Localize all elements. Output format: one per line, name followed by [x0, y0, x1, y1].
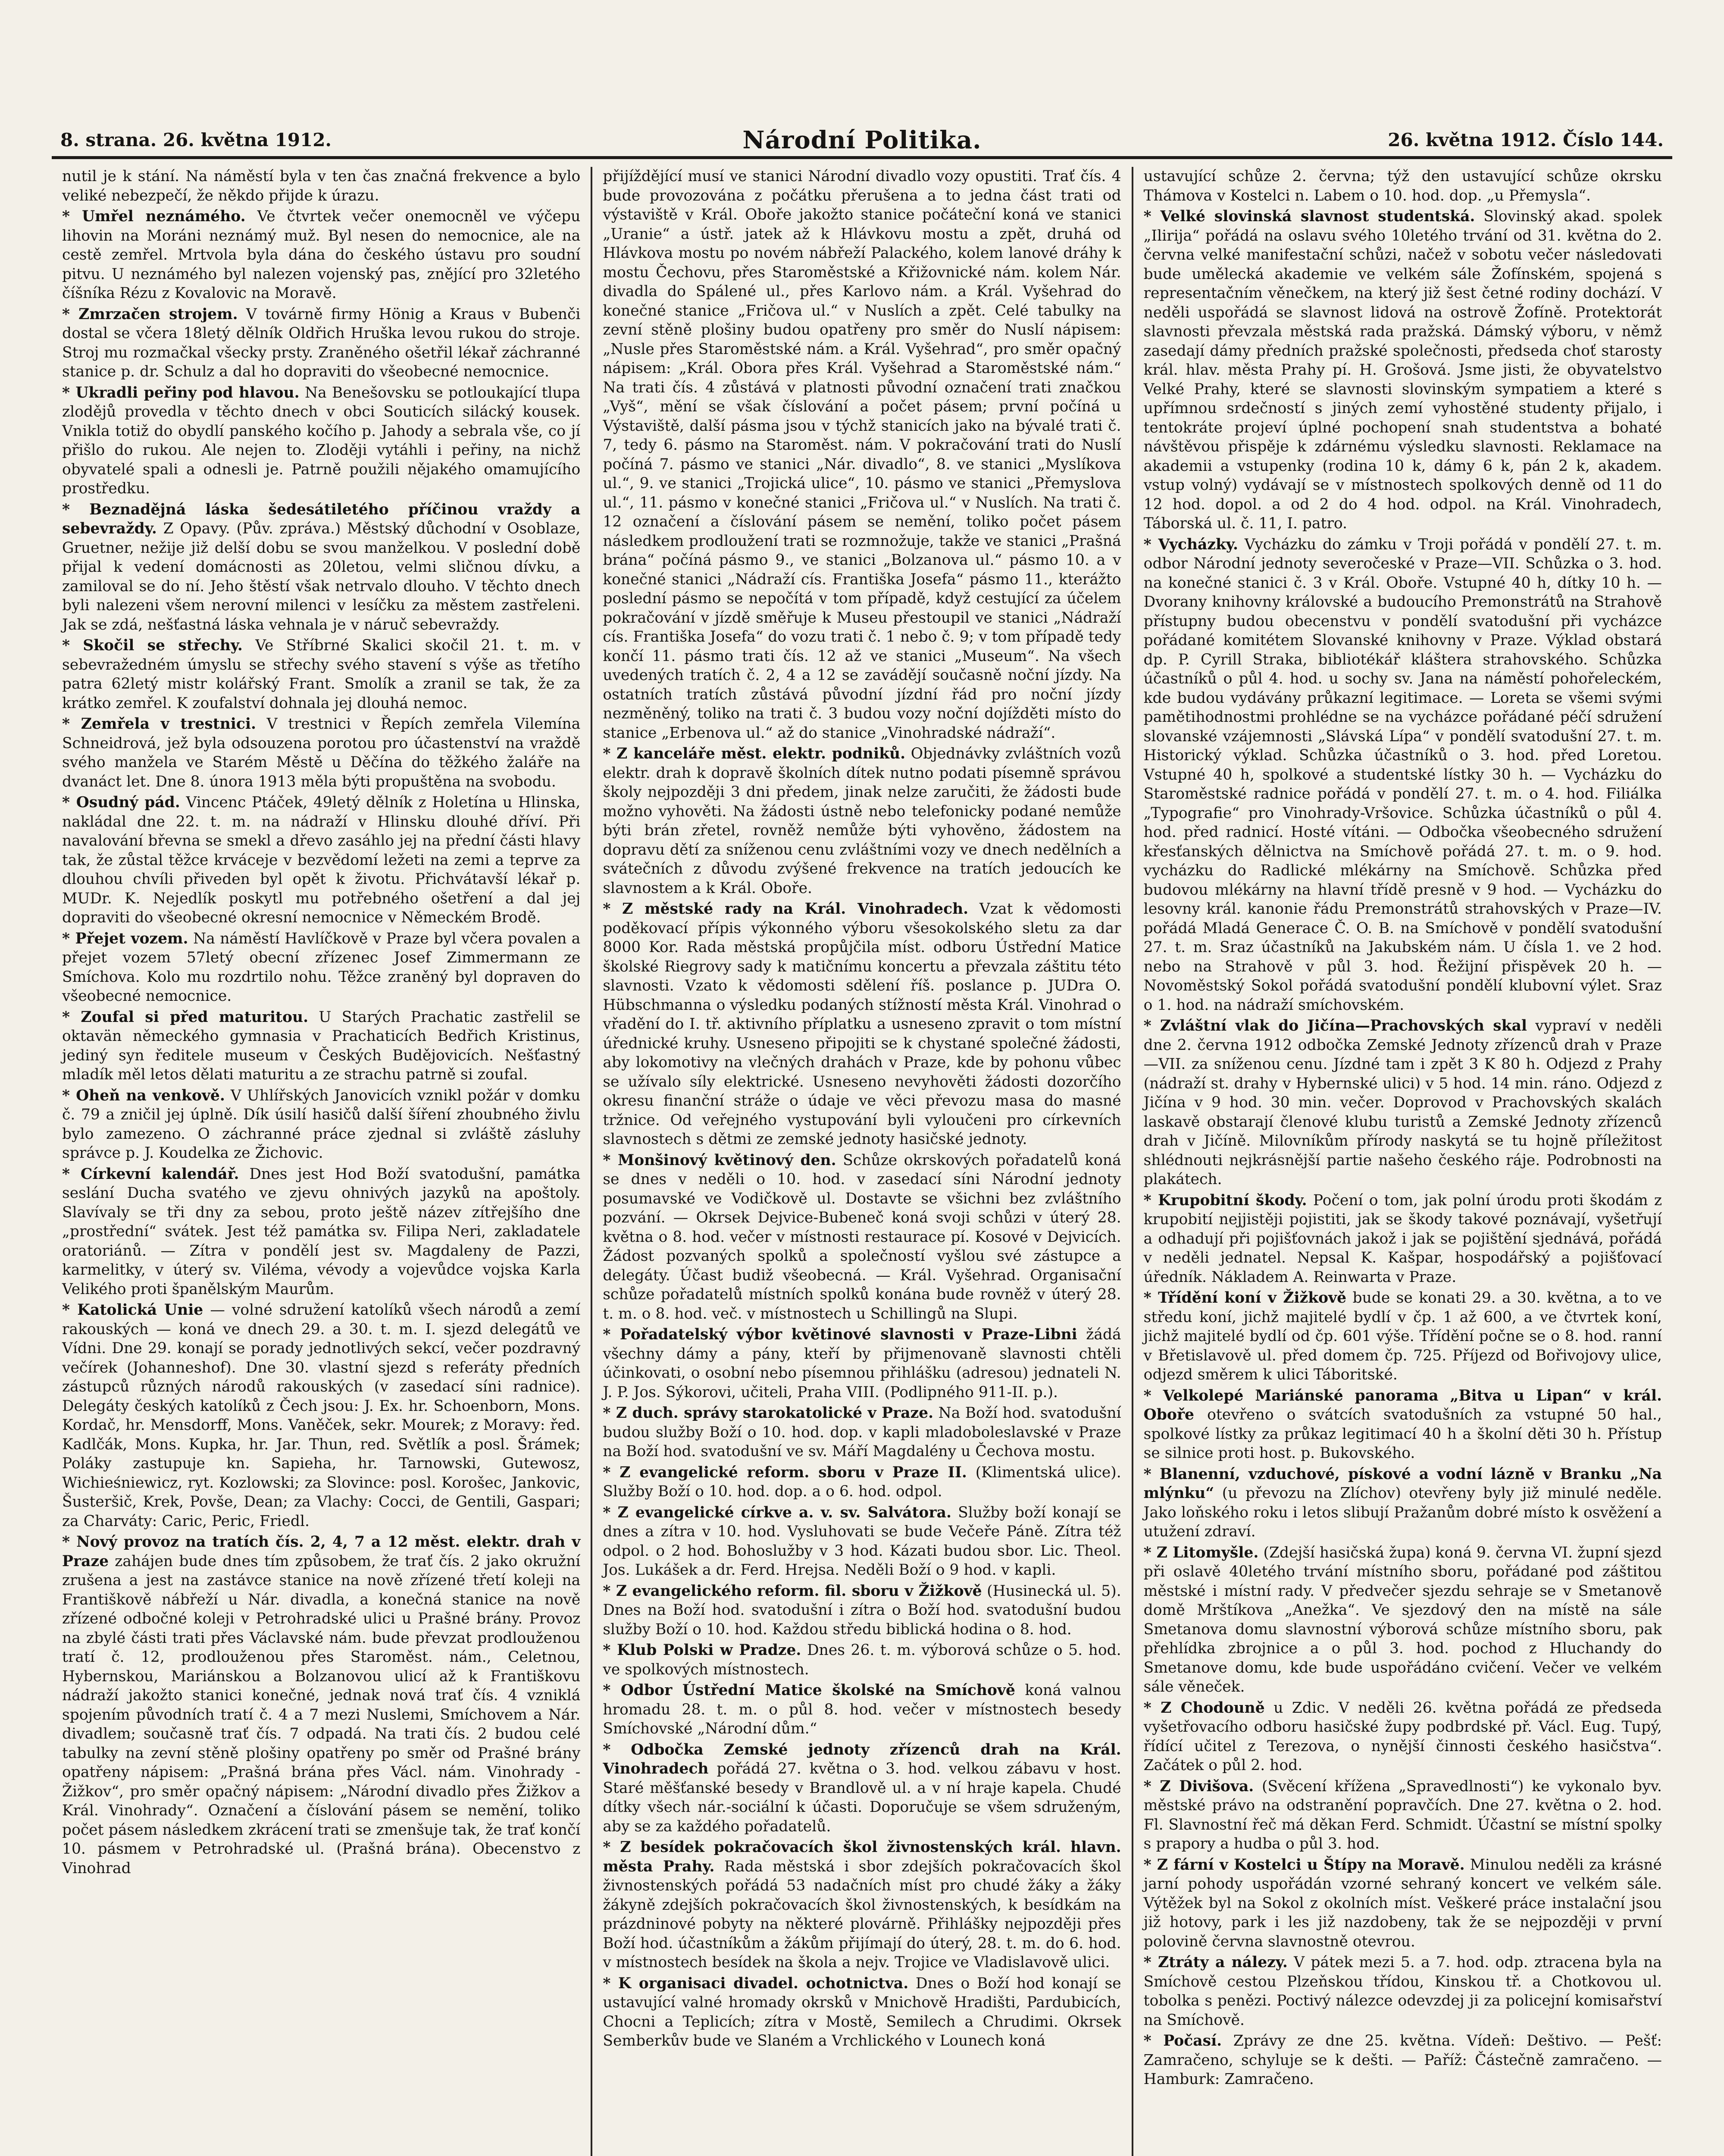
news-item-heading: * Z městské rady na Král. Vinohradech. [603, 900, 969, 918]
news-item [1144, 1016, 1662, 1189]
news-item [1144, 1698, 1662, 1775]
news-item-text: (Klimentská ulice). Služby Boží o 10. hod. dop. a o 6. hod. odpol. [603, 1463, 1121, 1500]
news-item-text: (Svěcení křížena „Spravedlnosti“) ke vykonalo byv. městské právo na odstranění popravčích. Dne 27. května o 2. hod. Fl. Slavnostní řeč má děkan Ferd. Schmidt. Účastní se místní spolky s prapory a hudba o půl 3. hod. [1143, 1777, 1662, 1852]
news-item-text: u Zdic. V neděli 26. května pořádá ze předseda vyšetřovacího odboru hasičské župy podbrdské př. Václ. Eug. Tupý, řídící učitel z Terezova, o nynější činnosti českého hasičstva“. Začátek o půl 2. hod. [1143, 1699, 1662, 1774]
running-head [52, 126, 1672, 159]
news-item-text: V továrně firmy Hönig a Kraus v Bubenči dostal se včera 18letý dělník Oldřich Hruška levou rukou do stroje. Stroj mu rozmačkal všecky prsty. Zraněného ošetřil lékař záchranné stanice p. dr. Schulz a dal ho dopraviti do všeobecné nemocnice. [62, 305, 581, 380]
news-item [62, 207, 580, 303]
news-item [62, 1300, 580, 1531]
news-item-heading: * Monšinový květinový den. [603, 1151, 836, 1169]
news-item-heading: * Zvláštní vlak do Jičína—Prachovských skal [1143, 1017, 1527, 1034]
news-item [62, 793, 580, 928]
news-item [603, 1151, 1121, 1324]
news-item-heading: * Blanenní, vzduchové, pískové a vodní lázně v Branku „Na mlýnku“ [1143, 1465, 1662, 1502]
news-item-heading: * Ztráty a nálezy. [1143, 1954, 1288, 1971]
news-item [603, 744, 1121, 898]
news-item [1144, 535, 1662, 1015]
news-item-heading: * Umřel neznámého. [62, 208, 246, 225]
news-item-text: vypraví v neděli dne 2. června 1912 odbočka Zemské Jednoty zřízenců drah v Praze—VII. za sníženou cenu. Jízdné tam i zpět 3 K 80 h. Odjezd z Prahy (nádraží st. drahy v Hybernské ulici) v 5 hod. 14 min. ráno. Odjezd z Jičína v 9 hod. 30 min. večer. Doprovod v Prachovských skalách laskavě obstarají členové klubu turistů a Zemské Jednoty zřízenců drah v Jičíně. Milovníkům přírody naskytá se tu hojně příležitost shlédnouti nejkrásnější partie našeho českého ráje. Podrobnosti na plakátech. [1143, 1017, 1662, 1188]
news-item-heading: * Z kanceláře měst. elektr. podniků. [603, 745, 906, 762]
news-item-text: U Starých Prachatic zastřelil se oktavän německého gymnasia v Prachaticích Bedřich Kristinus, jediný syn ředitele museum v Českých Budějovicích. Nešťastný mladík měl letos dělati maturitu a ze strachu patrně si zoufal. [62, 1008, 581, 1083]
news-item-heading: * Počasí. [1143, 2032, 1222, 2049]
news-item [603, 899, 1121, 1149]
news-item [62, 305, 580, 382]
news-item [603, 1582, 1121, 1639]
news-item [603, 1974, 1121, 2051]
news-item [1144, 1543, 1662, 1697]
news-item-text: koná valnou hromadu 28. t. m. o půl 8. hod. večer v místnostech besedy Smíchovské „Národní dům.“ [603, 1682, 1121, 1737]
news-item-heading: * Zoufal si před maturitou. [62, 1008, 309, 1026]
news-item-heading: * Z besídek pokračovacích škol živnostenských král. hlavn. města Prahy. [603, 1839, 1121, 1875]
news-item [62, 383, 580, 498]
news-item-heading: * Katolická Unie [62, 1301, 203, 1319]
news-item-text: Zprávy ze dne 25. května. Vídeň: Deštivo. — Pešť: Zamračeno, schyluje se k dešti. — Paříž: Částečně zamračeno. — Hamburk: Zamračeno. [1143, 2032, 1662, 2088]
news-item [603, 1838, 1121, 1972]
news-item [1144, 207, 1662, 533]
news-item-heading: * Oheň na venkově. [62, 1087, 225, 1104]
news-item-heading: * K organisaci divadel. ochotnictva. [603, 1974, 909, 1992]
news-item-heading: * Z evangelického reform. fil. sboru v Žižkově [603, 1582, 982, 1600]
news-item-heading: * Z fární v Kostelci u Štípy na Moravě. [1143, 1856, 1465, 1874]
page-number-date: 8. strana. 26. května 1912. [60, 129, 332, 150]
article-columns [52, 167, 1672, 2156]
news-item [62, 1532, 580, 1878]
news-item-text: Na náměstí Havlíčkově v Praze byl včera povalen a přejet vozem 57letý obecní zřízenec Josef Zimmermann ze Smíchova. Kolo mu rozdrtilo nohu. Těžce zraněný byl dopraven do všeobecné nemocnice. [62, 930, 581, 1005]
issue-date-number: 26. května 1912. Číslo 144. [1388, 129, 1664, 150]
news-item-text: Vincenc Ptáček, 49letý dělník z Holetína u Hlinska, nakládal dne 22. t. m. na nádraží v Hlinsku dlouhé dříví. Při navalování břevna se smekl a dřevo zasáhlo jej na přední části hlavy tak, že zůstal těžce krváceje v bezvědomí ležeti na zemi a teprve za dlouhou chvíli přiveden byl opět k životu. Přichvátavší lékař p. MUDr. K. Nejedlík poskytl mu potřebného ošetření a dal jej dopraviti do všeobecné okresní nemocnice v Německém Brodě. [62, 794, 581, 926]
news-item-heading: * Krupobitní škody. [1143, 1191, 1307, 1209]
news-item [62, 1086, 580, 1163]
news-item-heading: * Z Litomyšle. [1143, 1544, 1259, 1561]
news-item [1144, 1953, 1662, 2030]
news-item-heading: * Z evangelické církve a. v. sv. Salvátora. [603, 1504, 951, 1521]
news-item-heading: * Třídění koní v Žižkově [1143, 1289, 1347, 1307]
column-3 [1132, 167, 1672, 2156]
news-item-text: Počení o tom, jak polní úrodu proti škodám z krupobití nejjistěji pojistiti, jak se škody takové poznávají, vyšetřují a odhadují při pojišťovnách jakož i jak se pojištění sjednává, pořádá v neděli jednatel. Nepsal K. Kašpar, hospodářský a pojišťovací úředník. Nákladem A. Reinwarta v Praze. [1143, 1191, 1662, 1286]
news-item [62, 714, 580, 791]
news-item-heading: * Ukradli peřiny pod hlavou. [62, 384, 300, 401]
news-item-heading: * Beznadějná láska šedesátiletého příčinou vraždy a sebevraždy. [62, 501, 581, 537]
news-item-heading: * Velkolepé Mariánské panorama „Bitva u Lipan“ v král. Oboře [1143, 1387, 1662, 1423]
news-item-heading: * Zemřela v trestnici. [62, 715, 257, 733]
newspaper-masthead: Národní Politika. [742, 126, 982, 154]
news-item-heading: * Velké slovinská slavnost studentská. [1143, 208, 1475, 225]
news-item-heading: * Odbočka Zemské jednoty zřízenců drah na Král. Vinohradech [603, 1741, 1121, 1777]
news-item [62, 167, 580, 205]
news-item-heading: * Skočil se střechy. [62, 637, 243, 654]
news-item [1144, 1288, 1662, 1385]
news-item-heading: * Z duch. správy starokatolické v Praze. [603, 1404, 934, 1422]
news-item-text: Slovinský akad. spolek „Ilirija“ pořádá na oslavu svého 10letého trvání od 31. května do 2. června velké manifestační schůzi, načež v sobotu večer následovati bude umělecká akademie ve velkém sále Žofínském, spojená s representačním věnečkem, na který již šest četné rodiny dochází. V neděli uspořádá se slavnost lidová na ostrově Žofíně. Protektorát slavnosti převzala městská rada pražská. Dámský výboru, v němž zasedají dámy předních pražské společnosti, předseda choť starosty král. hlav. města Prahy pí. H. Grošová. Jsme jisti, že obyvatelstvo Velké Prahy, které se slavnosti slovinským sympatiem a které s upřímnou srdečností s jiných zemí vyhostěné studenty přijalo, i tentokráte projeví úplné pochopení snah studentstva a bohaté návštěvou přispěje k zdárnému výsledku slavnosti. Reklamace na akademii a vstupenky (rodina 10 k, dámy 6 k, pán 2 k, akadem. vstup volný) vydávají se v místnostech spolkových denně od 11 do 12 hod. dopol. a od 2 do 4 hod. odpol. na Král. Vinohradech, Táborská ul. č. 11, I. patro. [1143, 208, 1662, 532]
news-item-text: ustavující schůze 2. června; týž den ustavující schůze okrsku Thámova v Kostelci n. Labem o 10. hod. dop. „u Přemysla“. [1143, 168, 1662, 204]
news-item-text: Služby boží konají se dnes a zítra v 10. hod. Vysluhovati se bude Večeře Páně. Zítra též odpol. o 2 hod. Bohoslužby v 3 hod. Kázati budou sbor. Lic. Theol. Jos. Lukášek a dr. Ferd. Hrejsa. Neděli Boží o 9 hod. v kapli. [603, 1504, 1121, 1579]
news-item [62, 1008, 580, 1084]
news-item [1144, 1465, 1662, 1542]
news-item [62, 500, 580, 635]
column-2 [591, 167, 1131, 2156]
news-item [1144, 1386, 1662, 1463]
news-item-text: V pátek mezi 5. a 7. hod. odp. ztracena byla na Smíchově cestou Plzeňskou třídou, Kinskou tř. a Chotkovou ul. tobolka s penězi. Poctivý nálezce odevzdej ji za policejní komisařství na Smíchově. [1143, 1954, 1662, 2029]
news-item-heading: * Osudný pád. [62, 794, 180, 811]
news-item-text: nutil je k stání. Na náměstí byla v ten čas značná frekvence a bylo veliké nebezpečí, že někdo přijde k úrazu. [62, 168, 581, 204]
news-item [603, 1404, 1121, 1461]
news-item-heading: * Vycházky. [1143, 536, 1238, 553]
news-item-text: přijíždějící musí ve stanici Národní divadlo vozy opustiti. Trať čís. 4 bude provozována z počátku přerušena a to jedna část trati od výstaviště v Král. Oboře jakožto stanice počáteční koná ve stanici „Uranie“ a ústř. jatek až k Hlávkovu mostu a zpět, druhá od Hlávkova mostu po novém nábřeží Palackého, kolem lanové dráhy k mostu Čechovu, přes Staroměstské a Křižovnické nám. kolem Nár. divadla do Spálené ul., přes Karlovo nám. a Král. Vyšehrad do konečné stanice „Fričova ul.“ v Nuslích a zpět. Celé tabulky na zevní stěně plošiny budou opatřeny pro směr do Nuslí nápisem: „Nusle přes Staroměstské nám. a Král. Vyšehrad“, pro směr opačný nápisem: „Král. Obora přes Král. Vyšehrad a Staroměstské nám.“ Na trati čís. 4 zůstává v platnosti původní označení trati značkou „Vyš“, mění se však číslování a počet pásem; první počíná u Výstaviště, další pásma jsou v týchž stanicích jako na bývalé trati č. 7, tedy 6. pásmo na Staroměst. nám. V pokračování trati do Nuslí počíná 7. pásmo ve stanici „Nár. divadlo“, 8. ve stanici „Myslíkova ul.“, 9. ve stanici „Trojická ulice“, 10. pásmo ve stanici „Přemyslova ul.“, 11. pásmo v konečné stanici „Fričova ul.“ v Nuslích. Na trati č. 12 označení a číslování pásem se nemění, toliko počet pásem následkem prodloužení trati se rozmnožuje, takže ve stanici „Prašná brána“ počíná pásmo 9., ve stanici „Bolzanova ul.“ pásmo 10. a v konečné stanici „Nádraží cís. Františka Josefa“ pásmo 11., kterážto poslední pásmo se nepočítá v tom případě, když cestující za účelem pokračování v jízdě směřuje k Museu přestoupil ve stanici „Nádraží cís. Františka Josefa“ do vozu trati č. 1 nebo č. 9; v tom případě tedy končí 11. pásmo trati čís. 12 až ve stanici „Museum“. Na všech uvedených tratích č. 2, 4 a 12 se zavádějí současně noční jízdy. Na ostatních tratích zůstává původní jízdní řád pro noční jízdy nezměněný, toliko na trati č. 3 budou vozy noční dojížděti místo do stanice „Erbenova ul.“ až do stanice „Vinohradské nádraží“. [603, 168, 1121, 742]
column-1 [52, 167, 591, 2156]
news-item-heading: * Pořadatelský výbor květinové slavnosti v Praze-Libni [603, 1326, 1077, 1343]
news-item-text: žádá všechny dámy a pány, kteří by přijmenovaně slavnosti chtěli účinkovati, o osobní nebo písemnou přihlášku (adresou) jednateli N. J. P. Jos. Sýkorovi, učiteli, Praha VIII. (Podlipného 911-II. p.). [603, 1326, 1121, 1401]
news-item [603, 1740, 1121, 1836]
news-item-text: Dnes 26. t. m. výborová schůze o 5. hod. ve spolkových místnostech. [603, 1642, 1121, 1678]
news-item [1144, 167, 1662, 205]
news-item-text: Minulou neděli za krásné jarní pohody uspořádán vzorné sehraný koncert ve velkém sále. Výtěžek byl na Sokol z okolních míst. Veškeré práce instalační jsou již hotovy, park i les již nazdobeny, tak že se nejpozději v první polovině června slavnostně otevrou. [1143, 1856, 1662, 1950]
news-item [603, 1641, 1121, 1679]
news-item [1144, 1191, 1662, 1287]
news-item [603, 167, 1121, 743]
news-item [62, 929, 580, 1006]
news-item [62, 636, 580, 713]
news-item-text: Vzat k vědomosti poděkovací přípis výkonného výboru všesokolského sletu za dar 8000 Kor. Rada městská propůjčila míst. odboru Ústřední Matice školské Riegrovy sady k matičnímu koncertu a převzala záštitu této slavnosti. Vzato k vědomosti sdělení říš. poslance p. JUDra O. Hübschmanna o výsledku podaných stížností města Král. Vinohrad o vřadění do I. tř. aktivního příplatku a usneseno zpravit o tom místní úřednické kruhy. Usneseno připojiti se k chystané společné žádosti, aby lokomotivy na vlečných drahách v Praze, kde by pohonu vůbec se užívalo síly elektrické. Usneseno nevyhověti žádosti dozorčího okresu finanční stráže o údaje ve věci převozu masa do masné tržnice. Od veřejného vystupování byli vyloučeni pro církevních slavnostech s dětmi ze zemské jednoty hasičské jednoty. [603, 900, 1121, 1148]
news-item [1144, 1777, 1662, 1854]
news-item [603, 1325, 1121, 1402]
news-item-text: bude se konati 29. a 30. května, a to ve středu koní, jichž majitelé bydlí v čp. 1 až 600, a ve čtvrtek koní, jichž majitelé bydlí od čp. 601 výše. Třídění počne se o 8. hod. ranní v Břetislavově ul. před domem čp. 725. Příjezd od Bořivojovy ulice, odjezd směrem k ulici Táboritské. [1143, 1289, 1662, 1383]
news-item-heading: * Z Divišova. [1143, 1777, 1254, 1795]
news-item-heading: * Církevní kalendář. [62, 1165, 239, 1183]
news-item-heading: * Z evangelické reform. sboru v Praze II. [603, 1463, 967, 1481]
news-item-text: Dnes jest Hod Boží svatodušní, památka seslání Ducha svatého ve zjevu ohnivých jazyků na apoštoly. Slavívaly se tři dny za sebou, proto ještě název zítřejšího dne „prostřední“ svátek. Jest též památka sv. Filipa Neri, zakladatele oratoriánů. — Zítra v pondělí jest sv. Magdaleny de Pazzi, karmelitky, v úterý sv. Viléma, vévody a vojevůdce vojska Karla Velikého proti španělským Maurům. [62, 1165, 581, 1298]
news-item-heading: * Nový provoz na tratích čís. 2, 4, 7 a 12 měst. elektr. drah v Praze [62, 1533, 581, 1570]
news-item-text: V Uhlířských Janovicích vznikl požár v domku č. 79 a zničil jej úplně. Dík úsilí hasičů další šíření zhoubného živlu bylo zamezeno. O záchranné práce zjednal si zvláště zásluhy správce p. J. Koudelka ze Žichovic. [62, 1087, 581, 1162]
news-item [603, 1503, 1121, 1580]
news-item [603, 1681, 1121, 1739]
news-item-text: Schůze okrskových pořadatelů koná se dnes v neděli o 10. hod. v zasedací síni Národní jednoty posumavské ve Vodičkově ul. Dostavte se všichni bez zvláštního pozvání. — Okrsek Dejvice-Bubeneč koná svoji schůzi v úterý 28. května o 8. hod. večer v místnosti restaurace pí. Kosové v Dejvicích. Žádost pozvaných spolků a společností vyšlou své zástupce a delegáty. Účast budiž všeobecná. — Král. Vyšehrad. Organisační schůze pořadatelů místních spolků konána bude rovněž v úterý 28. t. m. o 8. hod. več. v místnostech u Schillingů na Slupi. [603, 1151, 1121, 1322]
news-item-heading: * Zmrzačen strojem. [62, 305, 238, 323]
news-item-text: Na Benešovsku se potloukající tlupa zlodějů provedla v těchto dnech v obci Souticích silácký kousek. Vnikla totiž do obydlí panského kočího p. Jahody a sebrala vše, co jí přišlo do rukou. Ale nejen to. Zloději vytáhli i peřiny, na nichž obyvatelé spali a odnesli je. Patrně použili nějakého omamujícího prostředku. [62, 384, 581, 497]
news-item-text: zahájen bude dnes tím způsobem, že trať čís. 2 jako okružní zrušena a jest na zastávce stanice na nově zřízené třetí koleji na Františkově nábřeží u Nár. divadla, a konečná stanice na nově zřízené odbočné koleji v Petrohradské ulici u Prašné brány. Provoz na zbylé části trati přes Václavské nám. bude převzat prodlouženou tratí č. 12, prodlouženou přes Staroměst. nám., Celetnou, Hybernskou, Mariánskou a Bolzanovou ulicí až k Františkovu nádraží jakožto stanici konečné, jednak nová trať čís. 4 vzniklá spojením původních tratí č. 4 a 7 mezi Nuslemi, Smíchovem a Nár. divadlem; současně trať čís. 7 odpadá. Na trati čís. 2 budou celé tabulky na zevní stěně plošiny opatřeny po směr od Prašné brány opatřeny nápisem: „Prašná brána přes Václ. nám. Vinohrady - Žižkov“, pro směr opačný nápisem: „Národní divadlo přes Žižkov a Král. Vinohrady“. Označení a číslování pásem se nemění, toliko počet pásem následkem zkrácení trati se zmenšuje tak, že trať končí 10. pásmem v Petrohradské ul. (Prašná brána). Obecenstvo z Vinohrad [62, 1552, 581, 1877]
news-item-heading: * Přejet vozem. [62, 930, 188, 947]
news-item-text: Ve čtvrtek večer onemocněl ve výčepu lihovin na Moráni neznámý muž. Byl nesen do nemocnice, ale na cestě zemřel. Mrtvola byla dána do českého ústavu pro soudní pitvu. U neznámého byl nalezen vojenský pas, znějící pro 32letého číšníka Rézu z Kovalovic na Moravě. [62, 208, 581, 302]
news-item-text: Z Opavy. (Pův. zpráva.) Městský důchodní v Osoblaze, Gruetner, nežije již delší dobu se svou manželkou. V poslední době přijal k vedení domácnosti as 20letou, velmi sličnou dívku, a zamiloval se do ní. Jeho štěstí však netrvalo dlouho. V těchto dnech byli nalezeni všem nerovní milenci v lesíčku za městem zastřeleni. Jak se zdá, nešťastná láska vehnala je v náruč sebevraždy. [62, 520, 581, 633]
news-item [62, 1165, 580, 1299]
news-item-text: pořádá 27. května o 3. hod. velkou zábavu v host. Staré měšťanské besedy v Brandlově ul. a v ní hraje kapela. Chudé dítky všech nár.-sociální k účasti. Doporučuje se všem sdruženým, aby se za každého pořadatelů. [603, 1760, 1121, 1835]
news-item [603, 1463, 1121, 1501]
news-item-text: Rada městská i sbor zdejších pokračovacích škol živnostenských pořádá 53 nadačních míst pro chudé žáky a žáky žákyně zdejších pokračovacích škol živnostenských, k besídkám na prázdninové pobyty na některé plovárně. Přihlášky nejpozději přes Boží hod. účastníkům a žákům přijímají do úterý, 28. t. m. do 6. hod. v místnostech besídek na škola a nejv. Trojice ve Vladislavově ulici. [603, 1858, 1121, 1971]
news-item-text: Ve Stříbrné Skalici skočil 21. t. m. v sebevražedném úmyslu se střechy svého stavení s výše as třetího patra 62letý mistr kolářský Frant. Smolík a zranil se tak, že za krátko zemřel. K zoufalství dohnala jej dlouhá nemoc. [62, 637, 581, 712]
news-item-text: — volné sdružení katolíků všech národů a zemí rakouských — koná ve dnech 29. a 30. t. m. I. sjezd delegátů ve Vídni. Dne 29. konají se porady jednotlivých sekcí, večer pozdravný večírek (Johanneshof). Dne 30. vlastní sjezd s referáty předních zástupců různých národů rakouských (v zasedací síni radnice). Delegáty českých katolíků z Čech jsou: J. Ex. hr. Schoenborn, Mons. Kordač, hr. Mensdorff, Mons. Vaněček, sekr. Mourek; z Moravy: řed. Kadlčák, Mons. Kupka, hr. Jar. Thun, red. Světlík a posl. Šrámek; Poláky zastupuje kn. Sapieha, hr. Tarnowski, Gutewosz, Wichieśniewicz, ryt. Kozlowski; za Slovince: posl. Korošec, Jankovic, Šusteršič, Krek, Povše, Dean; za Vlachy: Cocci, de Gentili, Gaspari; za Charváty: Caric, Peric, Friedl. [62, 1301, 581, 1530]
news-item-text: Na Boží hod. svatodušní budou služby Boží o 10. hod. dop. v kapli mladoboleslavské v Praze na Boží hod. svatodušní ve sv. Máří Magdalény u Čechova mostu. [603, 1404, 1121, 1460]
news-item-heading: * Odbor Ústřední Matice školské na Smíchově [603, 1682, 1015, 1699]
news-item-text: (u převozu na Zlíchov) otevřeny byly již minulé neděle. Jako loňského roku i letos slibují Pražanům dobré místo k osvěžení a utužení zdraví. [1143, 1485, 1662, 1540]
news-item-text: Vycházku do zámku v Troji pořádá v pondělí 27. t. m. odbor Národní jednoty severočeské v Praze—VII. Schůzka o 3. hod. na konečné stanici č. 3 v Král. Oboře. Vstupné 40 h, dítky 10 h. — Dvorany knihovny královské a budoucího Premonstrátů na Strahově přístupny budou obecenstvu v pondělí svatodušní při vycházce pořádané komitétem Slovanské knihovny v Praze. Výklad obstará dp. P. Cyrill Straka, bibliotékář kláštera strahovského. Schůzka účastníků o půl 4. hod. u sochy sv. Jana na náměstí pohořeleckém, kde budou vydávány průkazní legitimace. — Loreta se všemi svými pamětihodnostmi prohlédne se na vycházce pořádané péčí sdružení slovanské vzájemnosti „Slávská Lípa“ v pondělí svatodušní 27. t. m. Historický výklad. Schůzka účastníků o 3. hod. před Loretou. Vstupné 40 h, spolkové a studentské lístky 30 h. — Vycházku do Staroměstské radnice pořádá v pondělí 27. t. m. o 4. hod. Filiálka „Typografie“ pro Vinohrady-Vršovice. Schůzka účastníků o půl 4. hod. před radnicí. Hosté vítáni. — Odbočka všeobecného sdružení křesťanských dělnictva na Smíchově pořádá 27. t. m. o 9. hod. vycházku do Radlické mlékárny na Smíchově. Schůzka před budovou mlékárny na hlavní třídě presně v 9 hod. — Vycházku do lesovny král. kanonie řádu Premonstrátů strahovských v Praze—IV. pořádá Mladá Generace Č. O. B. na Smíchově v pondělí svatodušní 27. t. m. Sraz účastníků na Jakubském nám. U čísla 1. ve 2 hod. nebo na Strahově v půl 3. hod. Řežijní přispěvek 20 h. — Novoměstský Sokol pořádá svatodušní pondělí klubovní výlet. Sraz o 1. hod. na nádraží smíchovském. [1143, 536, 1662, 1014]
news-item-heading: * Z Chodouně [1143, 1699, 1265, 1717]
news-item-heading: * Klub Polski w Pradze. [603, 1642, 801, 1659]
news-item-text: (Husinecká ul. 5). Dnes na Boží hod. svatodušní i zítra o Boží hod. svatodušní budou služby Boží o 10. hod. Každou středu biblická hodina o 8. hod. [603, 1582, 1121, 1638]
news-item-text: Dnes o Boží hod konají se ustavující valné hromady okrsků v Mnichově Hradišti, Pardubicích, Chocni a Teplicích; zítra v Mostě, Semilech a Chrudimi. Okrsek Semberkův bude ve Slaném a Vrchlického v Lounech koná [603, 1974, 1121, 2049]
news-item [1144, 2031, 1662, 2089]
news-item-text: Objednávky zvláštních vozů elektr. drah k dopravě školních dítek nutno podati písemně správou školy nejpozději 3 dni předem, jinak nelze zaručiti, že žádosti bude možno vyhověti. Na žádosti ústně nebo telefonicky podané nemůže býti brán zřetel, rovněž nemůže býti vyhověno, žádostem na dopravu dětí za sníženou cenu zvláštními vozy ve dnech nedělních a svátečních z důvodu zvýšené frekvence na tratích jedoucích ke slavnostem a k Král. Oboře. [603, 745, 1121, 897]
news-item-text: (Zdejší hasičská župa) koná 9. června VI. župní sjezd při oslavě 40letého trvání místního sboru, pořádané pod záštitou městské i místní rady. V předvečer sjezdu sehraje se v Smetanově domě Mrštíkova „Anežka“. Ve sjezdový den na místě na sále Smetanova domu slavnostní výborová schůze místního sboru, pak přehlídka zbrojnice a o půl 3. hod. pochod z Hluchandy do Smetanove domu, kde bude uspořádáno cvičení. Večer ve velkém sále věneček. [1143, 1544, 1662, 1695]
news-item [1144, 1855, 1662, 1952]
news-item-text: V trestnici v Řepích zemřela Vilemína Schneidrová, jež byla odsouzena porotou pro účastenství na vraždě svého manžela ve Starém Městě u Děčína do těžkého žaláře na dvanáct let. Dne 8. února 1913 měla býti propuštěna na svobodu. [62, 715, 581, 790]
news-item-text: otevřeno o svátcích svatodušních za vstupné 50 hal., spolkové lístky za průkaz legitimací 40 h a školní děti 30 h. Přístup se silnice proti host. p. Bukovského. [1143, 1406, 1662, 1462]
